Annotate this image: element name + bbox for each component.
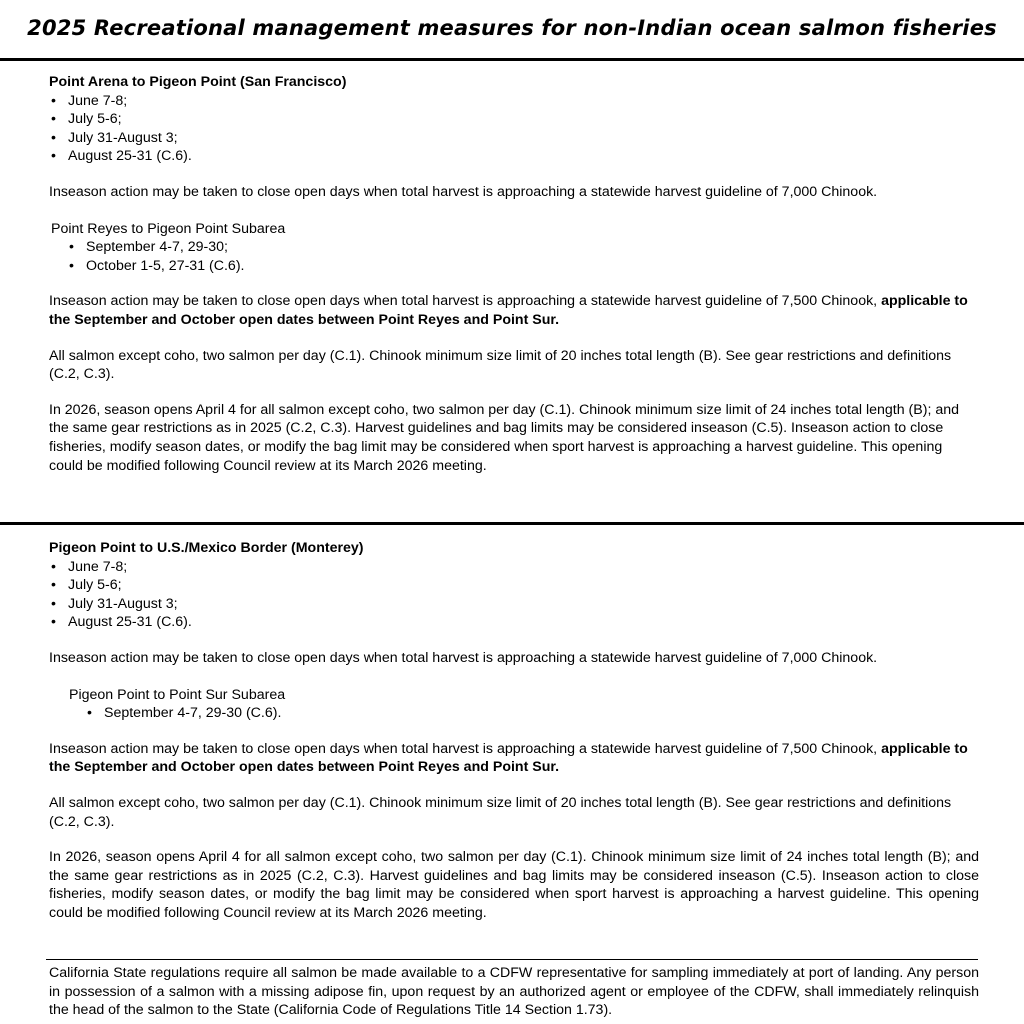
section-heading: Pigeon Point to U.S./Mexico Border (Monterey) [49, 540, 364, 556]
inseason-subarea-paragraph [49, 740, 979, 777]
list-item: • June 7-8; [49, 558, 979, 577]
subarea-block [49, 220, 979, 276]
inseason-text: Inseason action may be taken to close open days when total harvest is approaching a statewide harvest guideline of 7,500 Chinook, [49, 740, 882, 757]
list-item: • September 4-7, 29-30; [67, 238, 979, 257]
list-item: • October 1-5, 27-31 (C.6). [67, 257, 979, 276]
section-san-francisco [49, 73, 979, 475]
limits-paragraph: All salmon except coho, two salmon per day (C.1). Chinook minimum size limit of 20 inches total length (B). See gear restrictions and definitions (C.2, C.3). [49, 794, 952, 830]
inseason-paragraph: Inseason action may be taken to close open days when total harvest is approaching a statewide harvest guideline of 7,000 Chinook. [49, 183, 878, 200]
limits-paragraph: All salmon except coho, two salmon per day (C.1). Chinook minimum size limit of 20 inches total length (B). See gear restrictions and definitions (C.2, C.3). [49, 347, 952, 383]
list-item: • August 25-31 (C.6). [49, 613, 979, 632]
section-divider [0, 522, 1024, 525]
list-item: • July 31-August 3; [49, 595, 979, 614]
list-item: • July 31-August 3; [49, 129, 979, 148]
inseason-bold-text: applicable to the September and October open dates between Point Reyes and Point Sur. [49, 740, 968, 776]
subarea-dates-list [67, 238, 979, 275]
subarea-title: Pigeon Point to Point Sur Subarea [69, 686, 286, 703]
section-heading: Point Arena to Pigeon Point (San Francisco) [49, 74, 347, 90]
list-item: • June 7-8; [49, 92, 979, 111]
list-item: • August 25-31 (C.6). [49, 147, 979, 166]
inseason-bold-text: applicable to the September and October open dates between Point Reyes and Point Sur. [49, 293, 968, 328]
footer-note: California State regulations require all salmon be made available to a CDFW representative for sampling immediately at port of landing. Any person in possession of a salmon with a missing adipose fin, upon request by an authorized agent or employee of the CDFW, shall immediately relinquish the head of the salmon to the State (California Code of Regulations Title 14 Section 1.73). [49, 965, 979, 1019]
next-season-paragraph: In 2026, season opens April 4 for all salmon except coho, two salmon per day (C.1). Chinook minimum size limit of 24 inches total length (B); and the same gear restrictions as in 2025 (C.2, C.3). Harvest guidelines and bag limits may be considered inseason (C.5). Inseason action to close fisheries, modify season dates, or modify the bag limit may be considered when sport harvest is approaching a harvest guideline. This opening could be modified following Council review at its March 2026 meeting. [49, 849, 979, 921]
open-dates-list [49, 92, 979, 166]
page-title: 2025 Recreational management measures for non-Indian ocean salmon fisheries [27, 16, 997, 40]
next-season-paragraph: In 2026, season opens April 4 for all salmon except coho, two salmon per day (C.1). Chinook minimum size limit of 24 inches total length (B); and the same gear restrictions as in 2025 (C.2, C.3). Harvest guidelines and bag limits may be considered inseason (C.5). Inseason action to close fisheries, modify season dates, or modify the bag limit may be considered when sport harvest is approaching a harvest guideline. This opening could be modified following Council review at its March 2026 meeting. [49, 401, 960, 474]
section-monterey [49, 539, 979, 923]
list-item: • July 5-6; [49, 576, 979, 595]
top-divider [0, 58, 1024, 61]
subarea-dates-list [85, 704, 979, 723]
footer-divider [46, 959, 978, 960]
list-item: • September 4-7, 29-30 (C.6). [85, 704, 979, 723]
inseason-subarea-paragraph [49, 292, 979, 329]
list-item: • July 5-6; [49, 110, 979, 129]
subarea-title: Point Reyes to Pigeon Point Subarea [51, 220, 286, 237]
open-dates-list [49, 558, 979, 632]
subarea-block [49, 686, 979, 723]
inseason-text: Inseason action may be taken to close open days when total harvest is approaching a statewide harvest guideline of 7,500 Chinook, [49, 293, 882, 310]
inseason-paragraph: Inseason action may be taken to close open days when total harvest is approaching a statewide harvest guideline of 7,000 Chinook. [49, 649, 878, 666]
